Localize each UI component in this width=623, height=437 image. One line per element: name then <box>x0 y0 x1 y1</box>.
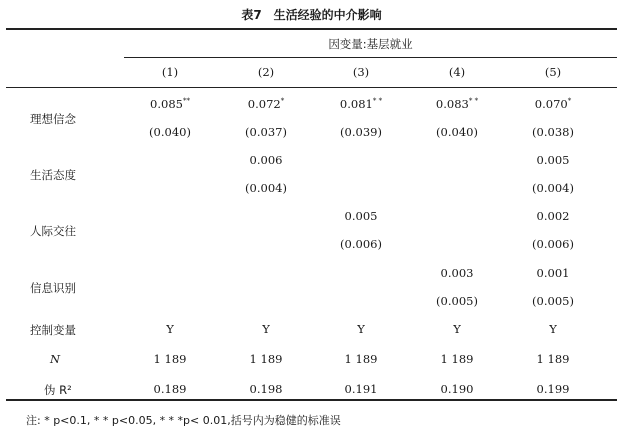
stat-value-cell: 1 189 <box>536 352 570 366</box>
coefficient-cell <box>316 97 406 111</box>
column-header: (2) <box>257 65 275 79</box>
column-header: (3) <box>352 65 370 79</box>
dependent-variable-underline <box>124 57 617 58</box>
stat-value-cell: 1 189 <box>153 352 187 366</box>
row-label: 生活态度 <box>30 168 76 182</box>
row-label: 理想信念 <box>30 112 76 126</box>
stat-value-cell: Y <box>357 322 365 336</box>
stat-row-label: 伪 R² <box>44 383 72 397</box>
stat-value-cell: 1 189 <box>249 352 283 366</box>
coefficient-value: 0.001 <box>536 266 570 280</box>
coefficient-value: 0.085 <box>150 97 183 111</box>
row-label: 人际交往 <box>30 224 76 238</box>
bottom-rule <box>6 399 617 401</box>
coefficient-value: 0.006 <box>249 153 283 167</box>
stat-value-cell: 0.189 <box>153 382 187 396</box>
coefficient-cell <box>508 97 598 111</box>
coefficient-value: 0.072 <box>247 97 281 111</box>
significance-stars: * * <box>468 97 479 105</box>
significance-stars: * * <box>372 97 383 105</box>
standard-error-cell: (0.040) <box>436 125 478 139</box>
standard-error-cell: (0.004) <box>245 181 287 195</box>
standard-error-cell: (0.005) <box>532 294 574 308</box>
standard-error-cell: (0.040) <box>149 125 191 139</box>
significance-stars: ** <box>182 97 190 105</box>
stat-value-cell: Y <box>262 322 270 336</box>
stat-value-cell: Y <box>453 322 461 336</box>
standard-error-cell: (0.006) <box>532 237 574 251</box>
coefficient-value: 0.005 <box>536 153 570 167</box>
standard-error-cell: (0.004) <box>532 181 574 195</box>
coefficient-cell <box>508 209 598 223</box>
coefficient-cell <box>316 209 406 223</box>
coefficient-cell <box>412 97 502 111</box>
top-rule <box>6 28 617 30</box>
significance-stars: * <box>280 97 285 105</box>
table-title: 表7 生活经验的中介影响 <box>241 8 382 22</box>
coefficient-value: 0.083 <box>435 97 469 111</box>
standard-error-cell: (0.038) <box>532 125 574 139</box>
stat-value-cell: Y <box>166 322 174 336</box>
standard-error-cell: (0.005) <box>436 294 478 308</box>
column-header: (4) <box>448 65 466 79</box>
coefficient-cell <box>221 153 311 167</box>
standard-error-cell: (0.039) <box>340 125 382 139</box>
standard-error-cell: (0.006) <box>340 237 382 251</box>
coefficient-value: 0.081 <box>339 97 373 111</box>
stat-value-cell: Y <box>549 322 557 336</box>
coefficient-cell <box>221 97 311 111</box>
coefficient-cell <box>508 266 598 280</box>
coefficient-cell <box>125 97 215 111</box>
table-note: 注: * p<0.1, * * p<0.05, * * *p< 0.01,括号内为稳健的标准误 <box>26 414 341 427</box>
stat-value-cell: 1 189 <box>440 352 474 366</box>
header-rule <box>6 87 617 88</box>
significance-stars: * <box>567 97 572 105</box>
coefficient-cell <box>412 266 502 280</box>
standard-error-cell: (0.037) <box>245 125 287 139</box>
coefficient-value: 0.070 <box>534 97 568 111</box>
stat-value-cell: 0.199 <box>536 382 570 396</box>
column-header: (5) <box>544 65 562 79</box>
stat-value-cell: 1 189 <box>344 352 378 366</box>
row-label: 信息识别 <box>30 281 76 295</box>
column-header: (1) <box>161 65 179 79</box>
dependent-variable-header: 因变量:基层就业 <box>328 37 413 51</box>
coefficient-cell <box>508 153 598 167</box>
stat-value-cell: 0.190 <box>440 382 474 396</box>
coefficient-value: 0.003 <box>440 266 474 280</box>
stat-value-cell: 0.198 <box>249 382 283 396</box>
coefficient-value: 0.005 <box>344 209 378 223</box>
stat-row-label: 控制变量 <box>30 323 76 337</box>
stat-row-label: N <box>50 352 61 366</box>
stat-value-cell: 0.191 <box>344 382 378 396</box>
coefficient-value: 0.002 <box>536 209 570 223</box>
